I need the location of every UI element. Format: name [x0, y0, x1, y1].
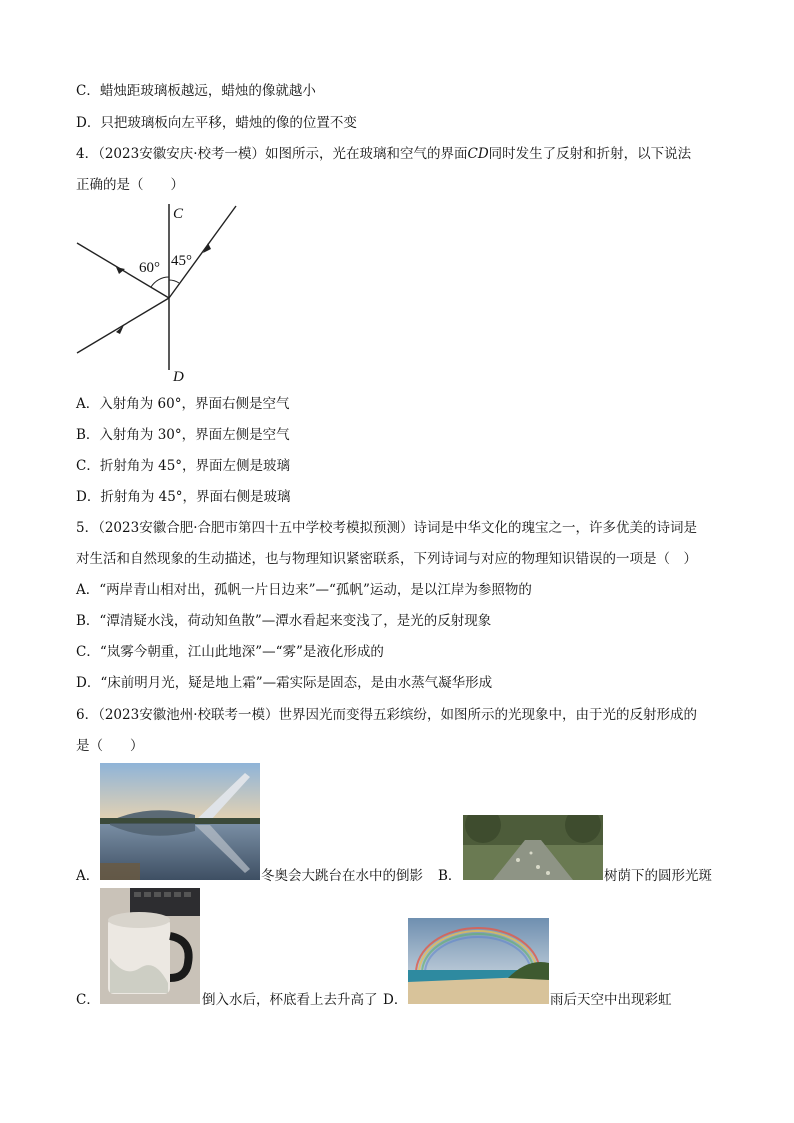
q4-option-b: B．入射角为 30°，界面左侧是空气 [76, 427, 290, 443]
angle-arc-45 [169, 280, 179, 283]
q6-stem-line-2: 是（ ） [76, 738, 144, 754]
q4-interface-label: CD [467, 146, 489, 162]
q5-stem-line-2: 对生活和自然现象的生动描述，也与物理知识紧密联系，下列诗词与对应的物理知识错误的一项是（ ） [76, 551, 697, 567]
q6-option-d-letter: D． [383, 992, 408, 1008]
q4-stem-line-1 [76, 145, 691, 163]
q4-stem-line-2: 正确的是（ ） [76, 177, 184, 193]
q4-option-d: D．折射角为 45°，界面右侧是玻璃 [76, 489, 291, 505]
label-c: C [173, 206, 184, 222]
q5-stem-line-1: 5．（2023安徽合肥·合肥市第四十五中学校考模拟预测）诗词是中华文化的瑰宝之一，许多优美的诗词是 [76, 520, 697, 536]
incident-ray [77, 298, 169, 353]
q4-option-c: C．折射角为 45°，界面左侧是玻璃 [76, 458, 291, 474]
angle-arc-60 [151, 277, 169, 287]
label-d: D [173, 369, 184, 385]
q6-option-a-caption: 冬奥会大跳台在水中的倒影 [261, 868, 423, 884]
angle-label-60: 60° [139, 260, 160, 276]
refraction-diagram [72, 198, 252, 388]
ski-jump-reflection-photo [100, 763, 260, 880]
q6-option-b-caption: 树荫下的圆形光斑 [604, 868, 712, 884]
refracted-arrow [203, 243, 211, 253]
q4-stem-text: 4．（2023安徽安庆·校考一模）如图所示，光在玻璃和空气的界面 [76, 146, 468, 162]
q4-option-a: A．入射角为 60°，界面右侧是空气 [76, 396, 290, 412]
q6-option-b-letter: B． [438, 868, 462, 884]
q6-option-d-caption: 雨后天空中出现彩虹 [550, 992, 672, 1008]
q5-option-a: A．“两岸青山相对出，孤帆一片日边来”—“孤帆”运动，是以江岸为参照物的 [76, 582, 532, 598]
q3-option-c: C．蜡烛距玻璃板越远，蜡烛的像就越小 [76, 83, 316, 99]
q5-option-c: C．“岚雾今朝重，江山此地深”—“雾”是液化形成的 [76, 644, 384, 660]
q6-stem-line-1: 6．（2023安徽池州·校联考一模）世界因光而变得五彩缤纷，如图所示的光现象中，由于光的反射形成的 [76, 707, 697, 723]
tree-shade-path-photo [463, 815, 603, 880]
q4-stem-text-2: 同时发生了反射和折射，以下说法 [488, 146, 692, 162]
angle-label-45: 45° [171, 253, 192, 269]
q3-option-d: D．只把玻璃板向左平移，蜡烛的像的位置不变 [76, 115, 357, 131]
cup-of-water-photo [100, 888, 200, 1004]
q6-option-c-letter: C． [76, 992, 100, 1008]
q6-option-a-letter: A． [76, 868, 100, 884]
q6-option-c-caption: 倒入水后，杯底看上去升高了 [202, 992, 378, 1008]
q5-option-b: B．“潭清疑水浅，荷动知鱼散”—潭水看起来变浅了，是光的反射现象 [76, 613, 492, 629]
rainbow-photo [408, 918, 549, 1004]
q5-option-d: D．“床前明月光，疑是地上霜”—霜实际是固态，是由水蒸气凝华形成 [76, 675, 493, 691]
